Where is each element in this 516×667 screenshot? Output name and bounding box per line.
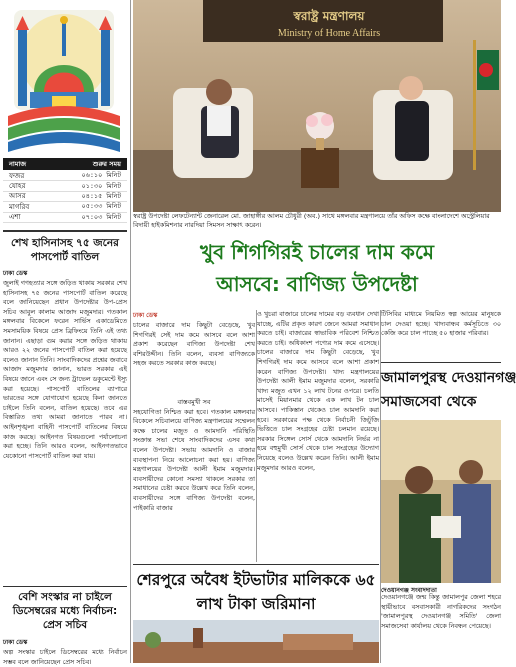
prayer-time: ০৪:১৫ মিনিট [81, 191, 121, 200]
prayer-header-time: শুরুর সময় [92, 159, 121, 168]
dewanganj-photo [381, 420, 501, 583]
prayer-logo [0, 0, 127, 155]
divider [3, 586, 127, 587]
prayer-time: ০১:৩০ মিনিট [81, 181, 121, 190]
brick-kiln-photo [133, 620, 379, 663]
prayer-time: ০৭:০৩ মিনিট [81, 212, 121, 221]
story-subhead: বাস্তবমুখী সব [177, 398, 211, 406]
meeting-photo [133, 0, 501, 212]
prayer-name: ফজর [9, 171, 25, 180]
group-photo-image [381, 420, 501, 583]
story-body: অল্প সংস্কার চাইলে ডিসেম্বরের মধ্যে নির্বাচন সম্ভব বলে জানিয়েছেন প্রেস সচিব। [3, 648, 127, 666]
election-headline[interactable]: বেশি সংস্কার না চাইলে ডিসেম্বরের মধ্যে নির্বাচন: প্রেস সচিব [12, 591, 118, 631]
mosque-logo-icon [0, 0, 127, 155]
photo-caption: স্বরাষ্ট্র উপদেষ্টা লেফটেন্যান্ট জেনারেল মো. জাহাঙ্গীর আলম চৌধুরী (অব.) সাথে মঙ্গলবার মন্ত্রণালয়ে তাঁর অফিস কক্ষে বাংলাদেশে অস্ট্রেলিয়ার বিদায়ী হাইকমিশনার নারদিয়া সিমসন সাক্ষাৎ করেন। [133, 212, 490, 230]
election-story [3, 637, 127, 666]
story-body: সহযোগিতা নিশ্চিত করা হবে। গতকাল মঙ্গলবার বিকেলে সচিবালয়ে বাণিজ্য মন্ত্রণালয়ের সম্মেলন কক্ষে চালের মজুত ও আমদানি পরিস্থিতি সংক্রান্ত সভা শেষে সাংবাদিকদের এসব কথা বলেন উপদেষ্টা। সভায় আমদানি ও বাজার ব্যবস্থাপনা নিয়ে আলোচনা করা হয়। বাণিজ্য মন্ত্রণালয়ের উপদেষ্টা আলী ইমাম মজুমদার। ব্যবসায়ীদের কোনো সমস্যা থাকলে সরকার তা সমাধানের চেষ্টা করবে উল্লেখ করে তিনি বলেন, ব্যবসায়ীদের সঙ্গে বাণিজ্য উপদেষ্টা বলেন, পাইকারি বাজার [133, 407, 255, 512]
prayer-name: এশা [9, 213, 21, 222]
brick-kiln-image [133, 620, 379, 663]
ministry-sign [229, 8, 429, 39]
divider [133, 564, 379, 565]
prayer-name: যোহর [9, 182, 26, 191]
prayer-name: আসর [9, 192, 26, 201]
passport-story [3, 268, 127, 591]
story-body: ও খুচরা বাজারে চালের দামের বড় ব্যবধান দেখা যাচ্ছে, এটির প্রকৃত কারণ জেনে আমরা সমাধান করতে চাই। বাজারের স্বাভাবিক পরিবেশ নিশ্চিত করতে চাই। অধিকাংশ পণ্যের দাম কমে এসেছে। চালের বাজারে দাম কিছুটা বেড়েছে, খুব শিগগিরই দাম কমে আসবে বলে আশা প্রকাশ করেন বাণিজ্য উপদেষ্টা। খাদ্য মন্ত্রণালয়ের উপদেষ্টা আলী ইমাম মজুমদার বলেন, সরকারি খাদ্য মজুত এখন ১২ লাখ টনের ওপরে। চলতি মাসেই মিয়ানমার থেকে এক লাখ টন চাল আসবে। পাকিস্তান থেকেও চাল আমদানি করা হবে। সরকারের পক্ষ থেকে নির্বাচনী জিটুজি ভিত্তিতে চাল সংগ্রহের চেষ্টা চলমান রয়েছে। সরকার সিঙ্গেল সোর্স থেকে আমদানি নির্ভর না হয়ে বহুমুখী সোর্স থেকে চাল সংগ্রহের উদ্যোগ নিয়েছে বলেও উল্লেখ করেন তিনি। আলী ইমাম মজুমদার আরও বলেন, [257, 310, 379, 472]
rice-story-col-2 [257, 310, 379, 560]
byline: দেওয়ানগঞ্জ সংবাদদাতা [381, 587, 437, 594]
sign-line-1: স্বরাষ্ট্র মন্ত্রণালয় [293, 9, 365, 23]
sign-line-2: Ministry of Home Affairs [277, 28, 381, 39]
story-body: টিসিবির মাধ্যমে নিয়মিত স্বল্প আয়ের মানুষকে চাল দেওয়া হচ্ছে। খাদ্যবান্ধব কর্মসূচিতে ৩০ কেজি করে চাল পাচ্ছে ৫০ হাজার পরিবার। [381, 310, 501, 338]
headline-line-1: খুব শিগগিরই চালের দাম কমে [199, 240, 435, 264]
headline-line-2: আসবে: বাণিজ্য উপদেষ্টা [216, 272, 418, 296]
prayer-header-label: নামাজ [9, 159, 27, 168]
dewanganj-headline[interactable] [381, 366, 516, 414]
dewanganj-story [381, 593, 501, 661]
story-body: দেওয়ানগঞ্জে জন্ম কিন্তু জামালপুর জেলা শহরে স্থায়ীভাবে বসবাসকারী নাগরিকদের সংগঠন 'জামালপুরস্থ দেওয়ানগঞ্জ সমিতি' জেলা সমাজসেবা কার্যালয় থেকে নিবন্ধন পেয়েছে। [381, 593, 501, 630]
prayer-name: মাগরিব [9, 202, 30, 211]
prayer-table [3, 171, 127, 223]
dateline: ঢাকা ডেস্ক [3, 270, 28, 277]
rice-story-col-1 [133, 310, 255, 562]
column-rule [130, 0, 131, 663]
passport-headline[interactable]: শেখ হাসিনাসহ ৭৫ জনের পাসপোর্ট বাতিল [11, 237, 119, 263]
prayer-table-header [3, 158, 127, 170]
dateline: ঢাকা ডেস্ক [133, 312, 158, 319]
brick-kiln-headline[interactable]: শেরপুরে অবৈধ ইটভাটার মালিককে ৬৫ লাখ টাকা জরিমানা [136, 571, 376, 613]
divider [381, 362, 501, 363]
headline-line-1: জামালপুরস্থ দেওয়ানগঞ্জ [381, 370, 516, 386]
divider [3, 230, 127, 232]
rice-story-col-3 [381, 310, 501, 358]
dateline: ঢাকা ডেস্ক [3, 639, 28, 646]
prayer-row [3, 213, 127, 223]
story-body: চালের বাজারে দাম কিছুটা বেড়েছে, খুব শিগগিরই সেই দাম কমে আসবে বলে আশা প্রকাশ করেছেন বাণিজ্য উপদেষ্টা শেখ বশিরউদ্দীন। তিনি বলেন, ব্যবসা বাণিজ্যকে সহজ করতে সরকার কাজ করছে। [133, 321, 255, 368]
prayer-time: ০৫:৩৩ মিনিট [81, 202, 121, 211]
headline-line-2: সমাজসেবা থেকে [381, 394, 477, 410]
prayer-time: ০৬:১০ মিনিট [81, 171, 121, 180]
rice-price-headline[interactable] [133, 236, 501, 300]
story-body: জুলাই গণহত্যার সঙ্গে জড়িত থাকায় সরকার শেখ হাসিনাসহ ৭৫ জনের পাসপোর্ট বাতিল করেছে বলে জানিয়েছেন প্রধান উপদেষ্টার উপ-প্রেস সচিব আবুল কালাম আজাদ মজুমদার। গতকাল মঙ্গলবার বিকেলে ফরেন সার্ভিস একাডেমিতে সমসাময়িক বিষয়ে প্রেস ব্রিফিংয়ে তিনি এই তথ্য জানান। এছাড়া গুম করার সঙ্গে জড়িত থাকায় আরও ২২ জনের পাসপোর্ট বাতিল করা হয়েছে বলেও জানান তিনি। সাংবাদিকদের প্রশ্নের জবাবে আজাদ মজুমদার জানান, ভারত সরকার এই বিষয়ে জানে এবং সে জন্য ট্রাভেল ডকুমেন্টে ইস্যু করা হয়েছে। পাসপোর্ট বাতিলের ব্যাপারে ভারতের সঙ্গে যোগাযোগ হয়েছে কিনা জানতে চাইলে তিনি বলেন, বাতিল হয়েছে। তবে এর বিস্তারিত তথ্য আমরা জানাতে পারব না। আইনশৃঙ্খলা বাহিনী পাসপোর্ট বাতিলের বিষয়ে কাজ করছে। আইনগত বিষয়গুলো পর্যালোচনা করা হচ্ছে। তিনি আরও বলেন, আইনগতভাবে যেকোনো পাসপোর্ট বাতিল করা যায়। [3, 279, 127, 460]
